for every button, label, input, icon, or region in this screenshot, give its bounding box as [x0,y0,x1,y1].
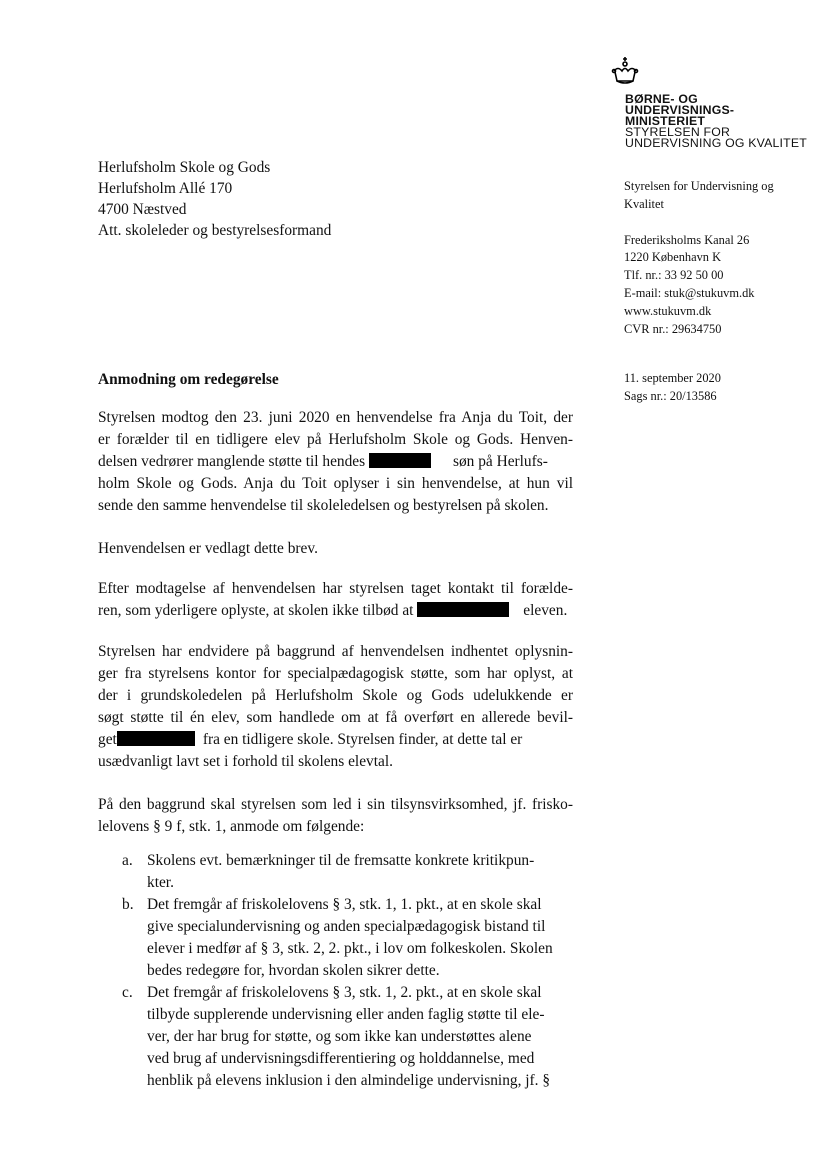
text-line: lelovens § 9 f, stk. 1, anmode om følgende: [98,818,365,835]
redaction-block [369,453,431,468]
list-marker: b. [122,896,134,913]
text-line [98,600,573,622]
recipient-city: 4700 Næstved [98,201,187,218]
text-line: Styrelsen modtog den 23. juni 2020 en henvendelse fra Anja du Toit, der [98,409,573,426]
paragraph-4 [98,641,573,773]
paragraph-3 [98,578,573,622]
text-segment: delsen vedrører manglende støtte til hendes [98,453,366,470]
text-line [98,729,573,751]
logo-line: UNDERVISNING OG KVALITET [625,136,807,150]
recipient-street: Herlufsholm Allé 170 [98,180,233,197]
sender-org: Styrelsen for Undervisning og [624,179,774,193]
redaction-block [417,602,509,617]
ministry-logo-text [625,94,807,149]
sender-phone: Tlf. nr.: 33 92 50 00 [624,268,724,283]
list-marker: a. [122,852,133,869]
sender-web: www.stukuvm.dk [624,303,712,318]
text-line: Efter modtagelse af henvendelsen har styrelsen taget kontakt til forælde- [98,580,573,597]
sender-info [624,178,774,338]
text-segment: fra en tidligere skole. Styrelsen finder, at dette tal er [202,731,523,748]
text-line [98,451,573,473]
recipient-attention: Att. skoleleder og bestyrelsesformand [98,222,332,239]
list-line: elever i medfør af § 3, stk. 2, 2. pkt., i lov om folkeskolen. Skolen [147,940,553,957]
list-line: kter. [147,874,174,891]
logo-line: STYRELSEN FOR [625,125,731,139]
list-line: ved brug af undervisningsdifferentiering og holddannelse, med [147,1050,535,1067]
text-segment: ren, som yderligere oplyste, at skolen ikke tilbød at [98,602,414,619]
list-line: bedes redegøre for, hvordan skolen sikrer dette. [147,962,440,979]
list-line: Det fremgår af friskolelovens § 3, stk. 1, 1. pkt., at en skole skal [147,896,542,913]
recipient-name: Herlufsholm Skole og Gods [98,159,271,176]
text-line: er forælder til en tidligere elev på Herlufsholm Skole og Gods. Henven- [98,431,573,448]
logo-line: UNDERVISNINGS- [625,103,735,117]
list-item [122,894,577,982]
letter-meta [624,370,721,406]
recipient-address [98,157,331,241]
list-marker: c. [122,984,133,1001]
logo-line: BØRNE- OG [625,92,698,106]
text-line: sende den samme henvendelse til skoleledelsen og bestyrelsen på skolen. [98,497,549,514]
list-item [122,982,577,1092]
paragraph-2 [98,538,573,560]
list-item [122,850,577,894]
list-line: henblik på elevens inklusion i den almindelige undervisning, jf. § [147,1072,551,1089]
text-segment: søn på Herlufs- [452,453,548,470]
list-line: tilbyde supplerende undervisning eller anden faglig støtte til ele- [147,1006,545,1023]
letter-date: 11. september 2020 [624,371,721,385]
list-line: Skolens evt. bemærkninger til de fremsatte konkrete kritikpun- [147,852,535,869]
text-line: holm Skole og Gods. Anja du Toit oplyser i sin henvendelse, at hun vil [98,475,573,492]
text-segment: eleven. [523,602,568,619]
text-line: På den baggrund skal styrelsen som led i sin tilsynsvirksomhed, jf. frisko- [98,796,573,813]
crown-logo-icon [610,55,640,89]
text-line: Henvendelsen er vedlagt dette brev. [98,540,318,557]
sender-cvr: CVR nr.: 29634750 [624,321,722,336]
list-line: Det fremgår af friskolelovens § 3, stk. 1, 2. pkt., at en skole skal [147,984,542,1001]
list-line: give specialundervisning og anden specialpædagogisk bistand til [147,918,546,935]
sender-city: 1220 København K [624,250,722,265]
text-line: ger fra styrelsens kontor for specialpædagogisk støtte, som har oplyst, at [98,665,573,682]
sender-street: Frederiksholms Kanal 26 [624,232,750,247]
logo-line: MINISTERIET [625,114,706,128]
list-line: ver, der har brug for støtte, og som ikke kan understøttes alene [147,1028,532,1045]
letter-heading: Anmodning om redegørelse [98,371,279,388]
text-segment: get [98,731,117,748]
paragraph-5 [98,794,573,838]
paragraph-1 [98,407,573,517]
text-line: Styrelsen har endvidere på baggrund af henvendelsen indhentet oplysnin- [98,643,573,660]
text-line: søgt støtte til én elev, som handlede om at få overført en allerede bevil- [98,709,573,726]
sender-email: E-mail: stuk@stukuvm.dk [624,285,755,300]
request-list [122,850,577,1092]
text-line: usædvanligt lavt set i forhold til skolens elevtal. [98,753,393,770]
case-number: Sags nr.: 20/13586 [624,388,717,403]
sender-org: Kvalitet [624,196,664,211]
redaction-block [117,731,195,746]
text-line: der i grundskoledelen på Herlufsholm Skole og Gods udelukkende er [98,687,573,704]
